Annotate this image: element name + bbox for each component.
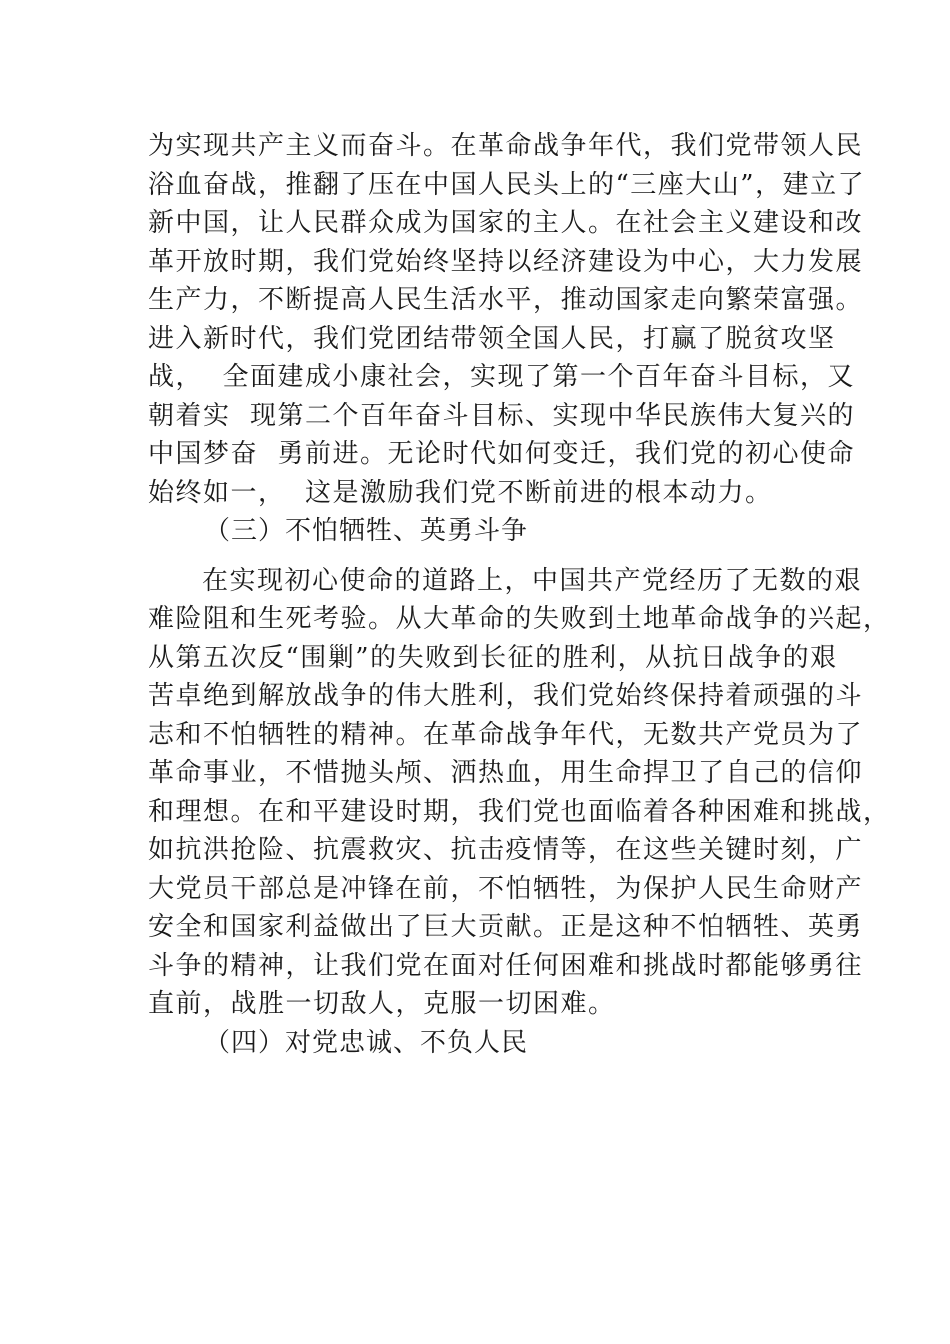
paragraph-line: 和理想。在和平建设时期，我们党也面临着各种困难和挑战， [148, 796, 891, 827]
paragraph-line: 苦卓绝到解放战争的伟大胜利，我们党始终保持着顽强的斗 [148, 681, 864, 711]
paragraph-line: 在实现初心使命的道路上，中国共产党经历了无数的艰 [202, 565, 863, 596]
paragraph-line: 难险阻和生死考验。从大革命的失败到土地革命战争的兴起， [148, 604, 891, 634]
paragraph-1 [148, 127, 866, 512]
paragraph-line: 始终如一， 这是激励我们党不断前进的根本动力。 [148, 477, 773, 508]
paragraph-line: 战， 全面建成小康社会，实现了第一个百年奋斗目标，又 [148, 362, 856, 392]
paragraph-line: 进入新时代，我们党团结带领全国人民，打赢了脱贫攻坚 [148, 323, 836, 354]
paragraph-line: 浴血奋战，推翻了压在中国人民头上的“三座大山”，建立了 [148, 169, 866, 200]
paragraph-2 [148, 562, 891, 1024]
paragraph-line: 新中国，让人民群众成为国家的主人。在社会主义建设和改 [148, 208, 864, 238]
paragraph-line: 安全和国家利益做出了巨大贡献。正是这种不怕牺牲、英勇 [148, 912, 864, 942]
paragraph-line: 斗争的精神，让我们党在面对任何困难和挑战时都能够勇往 [148, 950, 864, 981]
paragraph-line: 革开放时期，我们党始终坚持以经济建设为中心，大力发展 [148, 246, 864, 277]
paragraph-line: 朝着实 现第二个百年奋斗目标、实现中华民族伟大复兴的 [148, 400, 856, 431]
paragraph-line: 如抗洪抢险、抗震救灾、抗击疫情等，在这些关键时刻，广 [148, 835, 864, 865]
paragraph-line: 革命事业，不惜抛头颅、洒热血，用生命捍卫了自己的信仰 [148, 758, 864, 788]
paragraph-line: 从第五次反“围剿”的失败到长征的胜利，从抗日战争的艰 [148, 642, 838, 673]
paragraph-line: 中国梦奋 勇前进。无论时代如何变迁，我们党的初心使命 [148, 439, 856, 469]
paragraph-line: 直前，战胜一切敌人，克服一切困难。 [148, 989, 616, 1019]
section-heading-3: （三）不怕牺牲、英勇斗争 [204, 516, 529, 546]
paragraph-line: 为实现共产主义而奋斗。在革命战争年代，我们党带领人民 [148, 131, 864, 161]
paragraph-line: 大党员干部总是冲锋在前，不怕牺牲，为保护人民生命财产 [148, 873, 864, 904]
paragraph-line: 志和不怕牺牲的精神。在革命战争年代，无数共产党员为了 [148, 719, 864, 750]
paragraph-line: 生产力，不断提高人民生活水平，推动国家走向繁荣富强。 [148, 285, 864, 315]
document-body [148, 127, 891, 1062]
section-heading-4: （四）对党忠诚、不负人民 [204, 1027, 529, 1058]
